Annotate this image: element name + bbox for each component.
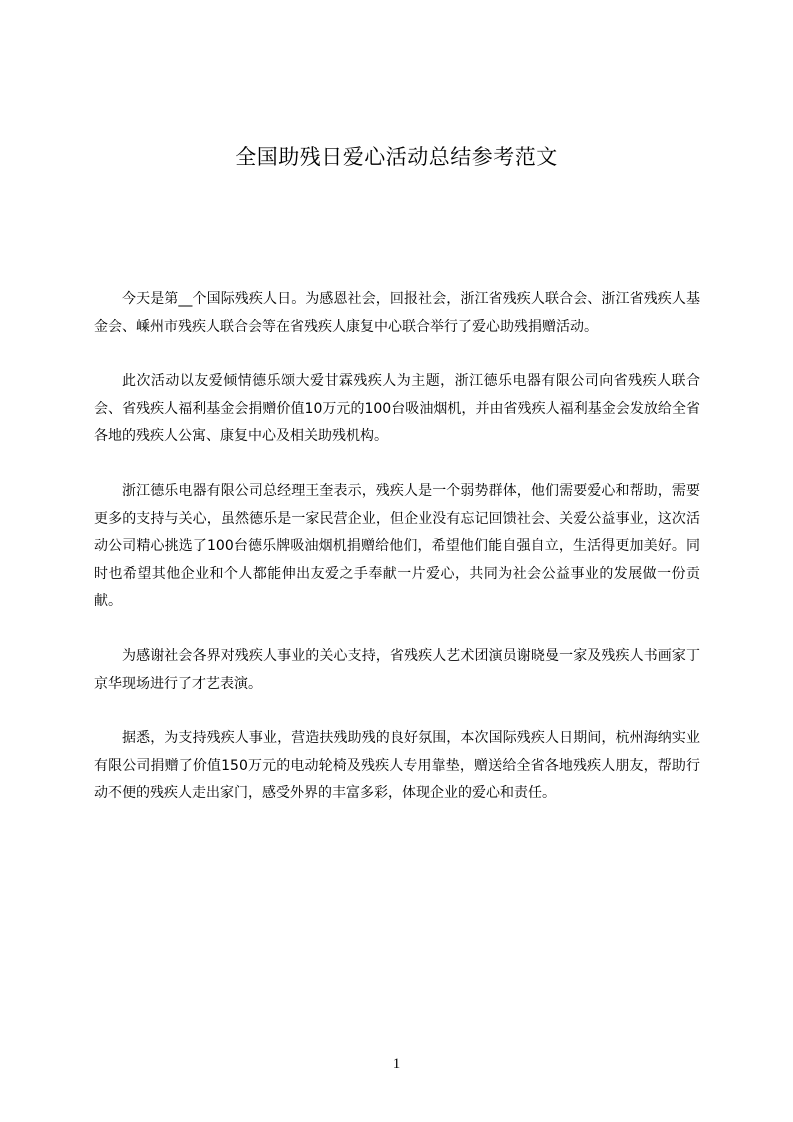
page-number: 1 [392,1056,401,1072]
paragraph-3: 浙江德乐电器有限公司总经理王奎表示，残疾人是一个弱势群体，他们需要爱心和帮助，需要更多的支持与关心，虽然德乐是一家民营企业，但企业没有忘记回馈社会、关爱公益事业，这次活动公司精心挑选了100台德乐牌吸油烟机捐赠给他们，希望他们能自强自立，生活得更加美好。同时也希望其他企业和个人都能伸出友爱之手奉献一片爱心，共同为社会公益事业的发展做一份贡献。 [94,482,700,610]
paragraph-2: 此次活动以友爱倾情德乐颂大爱甘霖残疾人为主题，浙江德乐电器有限公司向省残疾人联合会、省残疾人福利基金会捐赠价值10万元的100台吸油烟机，并由省残疾人福利基金会发放给全省各地的残疾人公寓、康复中心及相关助残机构。 [94,373,700,445]
document-title: 全国助残日爱心活动总结参考范文 [235,145,558,169]
paragraph-5: 据悉，为支持残疾人事业，营造扶残助残的良好氛围，本次国际残疾人日期间，杭州海纳实业有限公司捐赠了价值150万元的电动轮椅及残疾人专用靠垫，赠送给全省各地残疾人朋友，帮助行动不便的残疾人走出家门，感受外界的丰富多彩，体现企业的爱心和责任。 [94,730,700,802]
paragraph-4: 为感谢社会各界对残疾人事业的关心支持，省残疾人艺术团演员谢晓曼一家及残疾人书画家丁京华现场进行了才艺表演。 [94,647,700,692]
document-body [94,286,700,835]
paragraph-1: 今天是第__个国际残疾人日。为感恩社会，回报社会，浙江省残疾人联合会、浙江省残疾人基金会、嵊州市残疾人联合会等在省残疾人康复中心联合举行了爱心助残捐赠活动。 [94,291,700,335]
